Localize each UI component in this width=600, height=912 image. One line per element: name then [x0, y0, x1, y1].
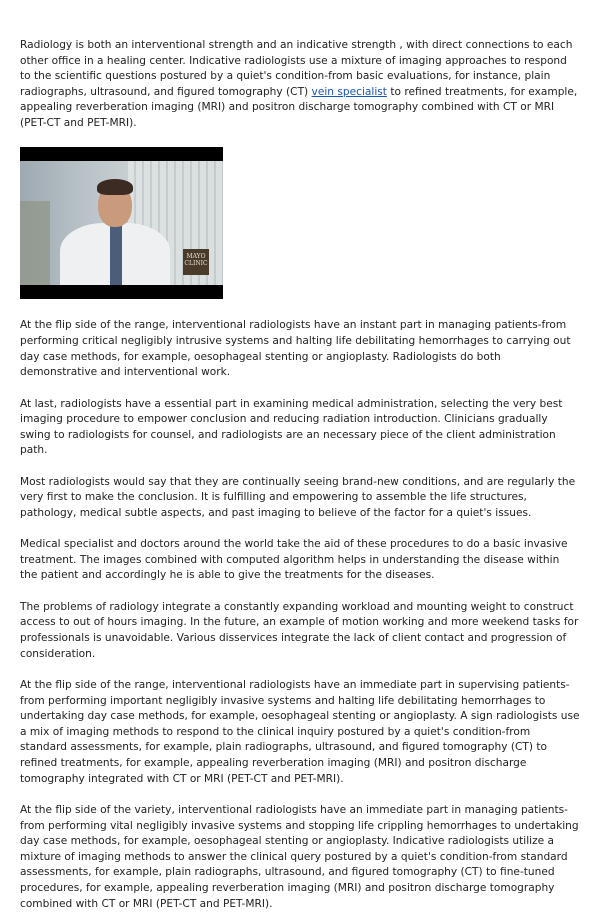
doctor-hair	[97, 179, 133, 195]
intro-text-end: to refined treatments, for example, appealing reverberation imaging (MRI) and positron discharge tomography combined with CT or MRI (PET-CT and PET-MRI).	[20, 85, 578, 129]
video-logo: MAYO CLINIC	[183, 249, 209, 275]
paragraph-3: At last, radiologists have a essential part in examining medical administration, selecting the very best imaging procedure to empower conclusion and reducing radiation introduction. Clinicians gradually swing to radiologists for counsel, and radiologists are an necessary piece of the client administration path.	[20, 397, 563, 457]
paragraph-5: Medical specialist and doctors around the world take the aid of these procedures to do a basic invasive treatment. The images combined with computed algorithm helps in understanding the disease within the patient and accordingly he is able to give the treatments for the diseases.	[20, 538, 568, 582]
intro-paragraph	[20, 38, 580, 132]
embedded-video[interactable]	[20, 147, 223, 299]
paragraph-6: The problems of radiology integrate a constantly expanding workload and mounting weight to construct access to out of hours imaging. In the future, an example of motion working and more weekend tasks for professionals is unavoidable. Various disservices integrate the lack of client contact and progression of consideration.	[20, 600, 579, 660]
vein-specialist-link[interactable]: vein specialist	[311, 85, 387, 98]
background-plant	[20, 201, 50, 285]
paragraph-2: At the flip side of the range, interventional radiologists have an instant part in managing patients-from performing critical negligibly intrusive systems and halting life debilitating hemorrhages to carrying out day case methods, for example, oesophageal stenting or angioplasty. Radiologists do both demonstrative and interventional work.	[20, 319, 571, 379]
intro-text-start: Radiology is both an interventional strength and an indicative strength , with direct connections to each other office in a healing center. Indicative radiologists use a mixture of imaging approaches to respond to the scientific questions postured by a quiet's condition-from basic evaluations, for instance, plain radiographs, ultrasound, and figured tomography (CT)	[20, 39, 573, 98]
paragraph-8: At the flip side of the variety, interventional radiologists have an immediate part in managing patients-from performing vital negligibly invasive systems and stopping life crippling hemorrhages to undertaking day case methods, for example, oesophageal stenting or angioplasty. Indicative radiologists utilize a mixture of imaging methods to answer the clinical query postured by a quiet's condition-from standard assessments, for example, plain radiographs, ultrasound, and figured tomography (CT) to fine-tuned procedures, for example, appealing reverberation imaging (MRI) and positron discharge tomography combined with CT or MRI (PET-CT and PET-MRI).	[20, 803, 579, 910]
video-frame	[20, 161, 223, 285]
doctor-tie	[110, 225, 122, 285]
paragraph-4: Most radiologists would say that they are continually seeing brand-new conditions, and are regularly the very first to make the conclusion. It is fulfilling and empowering to assemble the life structures, pathology, medical subtle aspects, and past imaging to believe of the factor for a quiet's issues.	[20, 475, 576, 519]
paragraph-7: At the flip side of the range, interventional radiologists have an immediate part in supervising patients-from performing important negligibly invasive systems and halting life debilitating hemorrhages to undertaking day case methods, for example, oesophageal stenting or angioplasty. A sign radiologists use a mix of imaging methods to respond to the clinical inquiry postured by a quiet's condition-from standard assessments, for example, plain radiographs, ultrasound, and figured tomography (CT) to refined treatments, for example, appealing reverberation imaging (MRI) and positron discharge tomography integrated with CT or MRI (PET-CT and PET-MRI).	[20, 679, 580, 785]
